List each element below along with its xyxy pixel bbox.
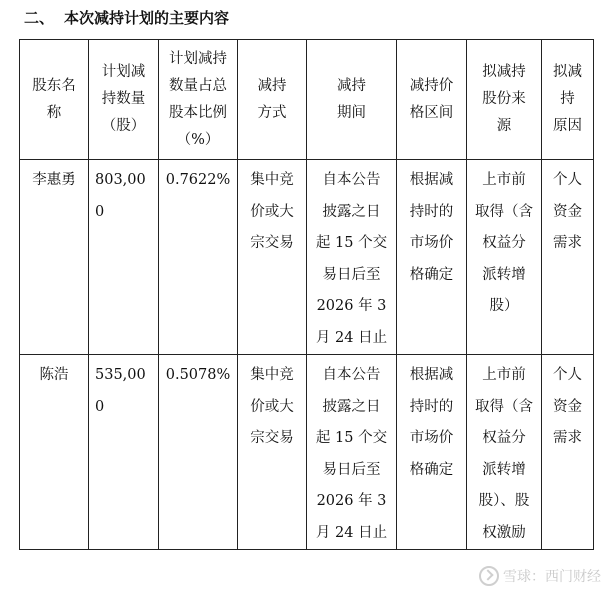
cell-planned-shares: 803,000 (89, 160, 159, 355)
cell-price-range: 根据减 持时的 市场价 格确定 (397, 160, 467, 355)
cell-method: 集中竞 价或大 宗交易 (238, 160, 307, 355)
header-share-ratio: 计划减持 数量占总 股本比例 （%） (159, 40, 238, 160)
cell-method: 集中竞 价或大 宗交易 (238, 355, 307, 550)
reduction-plan-table (19, 39, 594, 550)
cell-period: 自本公告 披露之日 起 15 个交 易日后至 2026 年 3 月 24 日止 (307, 355, 397, 550)
watermark-text: 雪球：西门财经 (503, 569, 601, 585)
header-price-range: 减持价 格区间 (397, 40, 467, 160)
cell-planned-shares: 535,000 (89, 355, 159, 550)
cell-reason: 个人 资金 需求 (542, 355, 594, 550)
cell-share-source: 上市前 取得（含 权益分 派转增 股） (467, 160, 542, 355)
header-share-source: 拟减持 股份来 源 (467, 40, 542, 160)
cell-period: 自本公告 披露之日 起 15 个交 易日后至 2026 年 3 月 24 日止 (307, 160, 397, 355)
cell-shareholder-name: 陈浩 (20, 355, 89, 550)
section-number: 二、 (24, 9, 55, 27)
section-title: 本次减持计划的主要内容 (64, 9, 230, 27)
cell-share-ratio: 0.5078% (159, 355, 238, 550)
header-reason: 拟减 持 原因 (542, 40, 594, 160)
table-row (20, 355, 594, 550)
watermark (479, 566, 601, 586)
cell-share-source: 上市前 取得（含 权益分 派转增 股）、股 权激励 (467, 355, 542, 550)
table-header-row (20, 40, 594, 160)
header-period: 减持 期间 (307, 40, 397, 160)
cell-price-range: 根据减 持时的 市场价 格确定 (397, 355, 467, 550)
header-method: 减持 方式 (238, 40, 307, 160)
cell-shareholder-name: 李惠勇 (20, 160, 89, 355)
table-row (20, 160, 594, 355)
header-planned-shares: 计划减 持数量 （股） (89, 40, 159, 160)
cell-share-ratio: 0.7622% (159, 160, 238, 355)
xueqiu-logo-icon (479, 566, 499, 586)
section-heading (24, 8, 229, 28)
header-shareholder-name: 股东名 称 (20, 40, 89, 160)
cell-reason: 个人 资金 需求 (542, 160, 594, 355)
